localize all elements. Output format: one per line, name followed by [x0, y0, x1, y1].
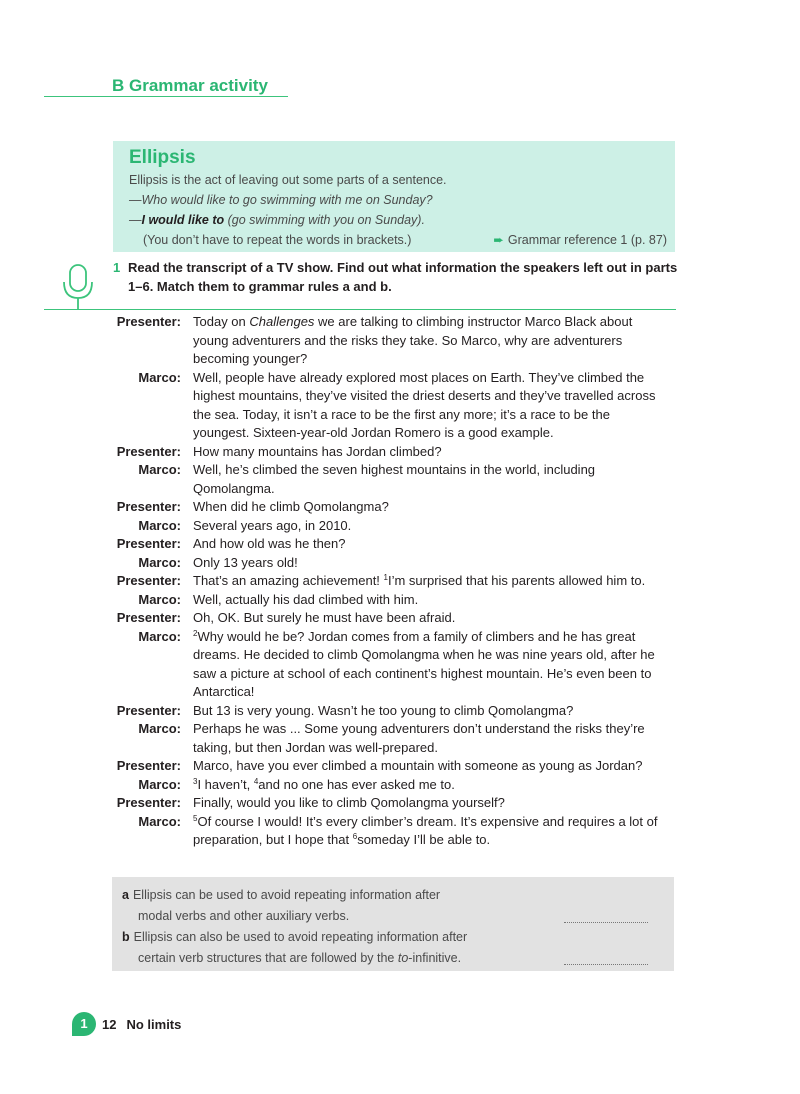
- utterance-pre: That’s an amazing achievement!: [193, 573, 384, 588]
- utterance-sup2: 4: [253, 776, 259, 786]
- grammar-reference-text: Grammar reference 1 (p. 87): [507, 233, 667, 247]
- transcript-turn: [110, 794, 680, 813]
- utterance-pre: Today on: [193, 314, 250, 329]
- arrow-right-icon: ➨: [493, 233, 504, 247]
- page-number: 12: [102, 1016, 117, 1032]
- utterance-pre: Marco, have you ever climbed a mountain with someone as young as Jordan?: [193, 758, 643, 773]
- rule-a-text2: modal verbs and other auxiliary verbs.: [138, 909, 350, 923]
- utterance-pre: When did he climb Qomolangma?: [193, 499, 389, 514]
- utterance-pre: Well, people have already explored most places on Earth. They’ve climbed the highest mountains, they’ve visited the driest deserts and they’ve travelled across the sea. Today, it isn’t a race to be the first any more; it’s a race to be the youngest. Sixteen-year-old Jordan Romero is a good example.: [193, 369, 656, 440]
- speaker-label: Presenter:: [116, 610, 181, 625]
- note-row: [129, 230, 667, 250]
- speaker-label: Presenter:: [116, 702, 181, 718]
- bracket-note: (You don’t have to repeat the words in brackets.): [143, 233, 412, 247]
- transcript-turn: [110, 461, 680, 498]
- grammar-rules-box: [112, 877, 674, 971]
- rule-b-letter: b: [122, 930, 130, 944]
- rule-b-answer-blank[interactable]: [564, 964, 648, 965]
- utterance: [193, 794, 669, 813]
- transcript-turn: [110, 757, 680, 776]
- rule-b-text2-em: to: [397, 951, 409, 965]
- task-divider: [44, 309, 676, 310]
- utterance-pre: Oh, OK. But surely he must have been afraid.: [193, 610, 456, 625]
- task-number: 1: [113, 260, 121, 275]
- transcript-turn: [110, 628, 680, 702]
- unit-name: No limits: [126, 1016, 182, 1032]
- speaker-label: Marco:: [138, 628, 181, 644]
- speaker-label: Marco:: [138, 369, 181, 385]
- utterance-pre: And how old was he then?: [193, 536, 346, 551]
- speaker-label: Presenter:: [116, 573, 181, 588]
- speaker-label: Presenter:: [116, 314, 181, 329]
- transcript-turn: [110, 369, 680, 443]
- grammar-reference-link[interactable]: [493, 230, 667, 250]
- utterance-pre: Well, he’s climbed the seven highest mountains in the world, including Qomolangma.: [193, 462, 596, 496]
- ellipsis-info-box: [113, 141, 675, 252]
- transcript-turn: [110, 813, 680, 850]
- rule-b-line1: [122, 927, 674, 948]
- speaker-label: Presenter:: [116, 795, 181, 810]
- utterance-pre: But 13 is very young. Wasn’t he too young to climb Qomolangma?: [193, 702, 574, 718]
- utterance: [193, 720, 669, 757]
- transcript-turn: [110, 498, 680, 517]
- utterance: [193, 535, 669, 554]
- utterance: [193, 813, 669, 850]
- answer-dash: —: [129, 213, 142, 227]
- utterance-post: Of course I would! It’s every climber’s dream. It’s expensive and requires a lot of preparation, but I hope that: [193, 813, 658, 847]
- transcript-turn: [110, 720, 680, 757]
- speaker-label: Marco:: [138, 554, 181, 570]
- speaker-label: Marco:: [138, 517, 181, 533]
- rule-a-line2: [122, 906, 674, 927]
- transcript-turn: [110, 313, 680, 369]
- rule-b-line2: [122, 948, 674, 969]
- utterance-post: we are talking to climbing instructor Marco Black about young adventurers and the risks they take. So Marco, why are adventurers becoming younger?: [193, 314, 633, 366]
- utterance-post: I’m surprised that his parents allowed him to.: [387, 573, 646, 588]
- transcript-turn: [110, 517, 680, 536]
- rule-a-text1: Ellipsis can be used to avoid repeating information after: [132, 888, 441, 902]
- utterance-post2: someday I’ll be able to.: [357, 832, 491, 847]
- example-question: —Who would like to go swimming with me on Sunday?: [129, 193, 433, 207]
- utterance-pre: How many mountains has Jordan climbed?: [193, 443, 442, 459]
- utterance-sup: 2: [193, 628, 198, 638]
- rule-b-text1: Ellipsis can also be used to avoid repeating information after: [133, 930, 468, 944]
- transcript-turn: [110, 591, 680, 610]
- speaker-label: Presenter:: [116, 758, 181, 773]
- utterance: [193, 498, 669, 517]
- ellipsis-title: Ellipsis: [129, 147, 196, 168]
- answer-bold: I would like to: [141, 213, 225, 227]
- transcript-turn: [110, 609, 680, 628]
- utterance-sup: 5: [193, 813, 198, 823]
- speaker-label: Presenter:: [116, 499, 181, 514]
- rule-a-line1: [122, 885, 674, 906]
- utterance: [193, 313, 669, 369]
- utterance-pre: Only 13 years old!: [193, 554, 298, 570]
- utterance-sup: 3: [193, 776, 198, 786]
- utterance: [193, 702, 669, 721]
- utterance-post2: and no one has ever asked me to.: [258, 776, 455, 792]
- utterance-pre: Perhaps he was ... Some young adventurers don’t understand the risks they’re taking, but then Jordan was well-prepared.: [193, 721, 645, 755]
- transcript-turn: [110, 554, 680, 573]
- speaker-label: Marco:: [138, 776, 181, 792]
- utterance-post: I haven’t,: [197, 776, 254, 792]
- rule-b-text2-post: -infinitive.: [408, 951, 462, 965]
- utterance: [193, 628, 669, 702]
- section-divider: [44, 96, 288, 97]
- utterance: [193, 591, 669, 610]
- utterance-em: Challenges: [249, 314, 315, 329]
- utterance: [193, 757, 669, 776]
- task-text: Read the transcript of a TV show. Find out what information the speakers left out in parts 1–6. Match them to grammar rules a and b.: [128, 260, 678, 294]
- utterance: [193, 443, 669, 462]
- transcript-turn: [110, 572, 680, 591]
- answer-rest: (go swimming with you on Sunday).: [224, 213, 425, 227]
- example-answer: [129, 210, 661, 230]
- speaker-label: Marco:: [138, 721, 181, 736]
- unit-badge: 1: [72, 1012, 96, 1036]
- speaker-label: Marco:: [138, 591, 181, 607]
- task-instruction: [113, 258, 683, 296]
- utterance: [193, 776, 669, 795]
- ellipsis-definition: Ellipsis is the act of leaving out some parts of a sentence.: [129, 173, 447, 187]
- rule-a-letter: a: [122, 888, 129, 902]
- utterance-post: Why would he be? Jordan comes from a family of climbers and he has great dreams. He decided to climb Qomolangma when he was nine years old, after he saw a picture at school of each continent’s highest mountain. He’s even been to Antarctica!: [193, 628, 655, 699]
- utterance: [193, 517, 669, 536]
- transcript-turn: [110, 443, 680, 462]
- page-footer: [72, 1012, 181, 1036]
- utterance: [193, 461, 669, 498]
- rule-b-text2-pre: certain verb structures that are followed by the: [138, 951, 398, 965]
- utterance-pre: Well, actually his dad climbed with him.: [193, 591, 419, 607]
- rule-a-answer-blank[interactable]: [564, 922, 648, 923]
- rule-b-text2: [122, 951, 461, 965]
- section-title: B Grammar activity: [112, 76, 268, 95]
- transcript-turn: [110, 702, 680, 721]
- utterance-sup: 1: [383, 573, 388, 582]
- speaker-label: Presenter:: [116, 536, 181, 551]
- utterance: [193, 554, 669, 573]
- utterance: [193, 609, 669, 628]
- transcript-turn: [110, 535, 680, 554]
- speaker-label: Presenter:: [116, 443, 181, 459]
- utterance-sup2: 6: [352, 832, 358, 841]
- speaker-label: Marco:: [138, 462, 181, 477]
- utterance-pre: Several years ago, in 2010.: [193, 517, 352, 533]
- utterance-pre: Finally, would you like to climb Qomolangma yourself?: [193, 795, 505, 810]
- transcript-turn: [110, 776, 680, 795]
- microphone-icon: [58, 262, 98, 314]
- utterance: [193, 369, 669, 443]
- transcript: [110, 313, 680, 850]
- speaker-label: Marco:: [138, 813, 181, 829]
- utterance: [193, 572, 669, 591]
